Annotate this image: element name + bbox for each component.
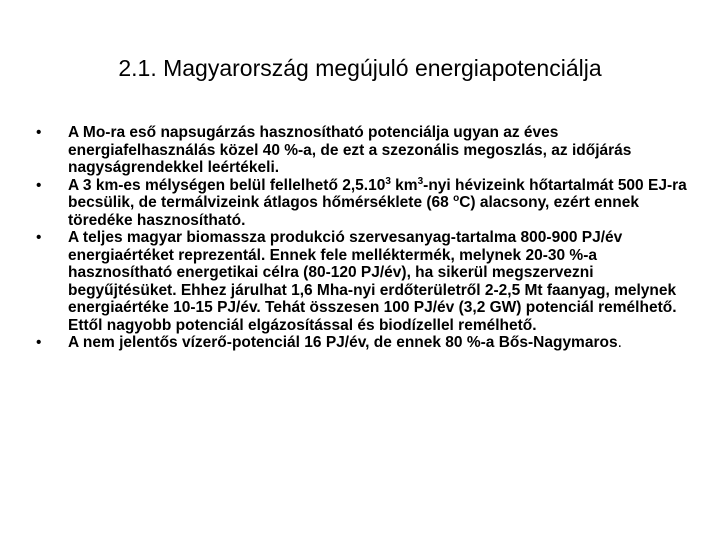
bullet-text xyxy=(68,229,696,334)
bullet-text-run: A 3 km-es mélységen belül fellelhető 2,5.10 xyxy=(68,176,386,194)
superscript: 3 xyxy=(417,175,424,187)
superscript: o xyxy=(453,192,460,204)
bullet-text-run: -nyi hévizeink hőtartalmát 500 EJ-ra becsülik, de termálvizeink átlagos hőmérséklete (68 xyxy=(68,176,687,211)
bullet-dot-icon: • xyxy=(36,176,42,194)
bullet-item xyxy=(36,229,696,334)
bullet-list xyxy=(36,124,696,352)
bullet-text-run: km xyxy=(390,176,418,194)
bullet-text xyxy=(68,334,696,352)
bullet-item xyxy=(36,124,696,177)
bullet-text-run: C) alacsony, ezért ennek töredéke hasznosítható. xyxy=(68,194,639,229)
bullet-text xyxy=(68,124,696,177)
bullet-text-run: A nem jelentős vízerő-potenciál 16 PJ/év, de ennek 80 %-a Bős-Nagymaros xyxy=(68,334,618,351)
bullet-text-plain: . xyxy=(617,334,622,351)
bullet-dot-icon: • xyxy=(36,124,42,141)
bullet-text xyxy=(68,177,696,230)
bullet-dot-icon: • xyxy=(36,334,42,351)
bullet-dot-icon: • xyxy=(36,229,42,246)
bullet-text-run: A teljes magyar biomassza produkció szervesanyag-tartalma 800-900 PJ/év energiaértéket reprezentál. Ennek fele melléktermék, melynek 20-30 %-a hasznosítható energetikai célra (80-120 PJ/év), ha sikerül megszervezni begyűjtésüket. Ehhez járulhat 1,6 Mha-nyi erdőterületről 2-2,5 Mt faanyag, melynek energiaértéke 10-15 PJ/év. Tehát összesen 100 PJ/év (3,2 GW) potenciál remélhető. Ettől nagyobb potenciál elgázosítással és biodízellel remélhető. xyxy=(68,229,677,334)
slide-title: 2.1. Magyarország megújuló energiapotenciálja xyxy=(118,55,602,81)
bullet-item xyxy=(36,334,696,352)
superscript: 3 xyxy=(385,175,391,187)
bullet-item xyxy=(36,177,696,230)
bullet-text-run: A Mo-ra eső napsugárzás hasznosítható potenciálja ugyan az éves energiafelhasználás közel 40 %-a, de ezt a szezonális megoszlás, az időjárás nagyságrendekkel leértékeli. xyxy=(68,124,632,176)
